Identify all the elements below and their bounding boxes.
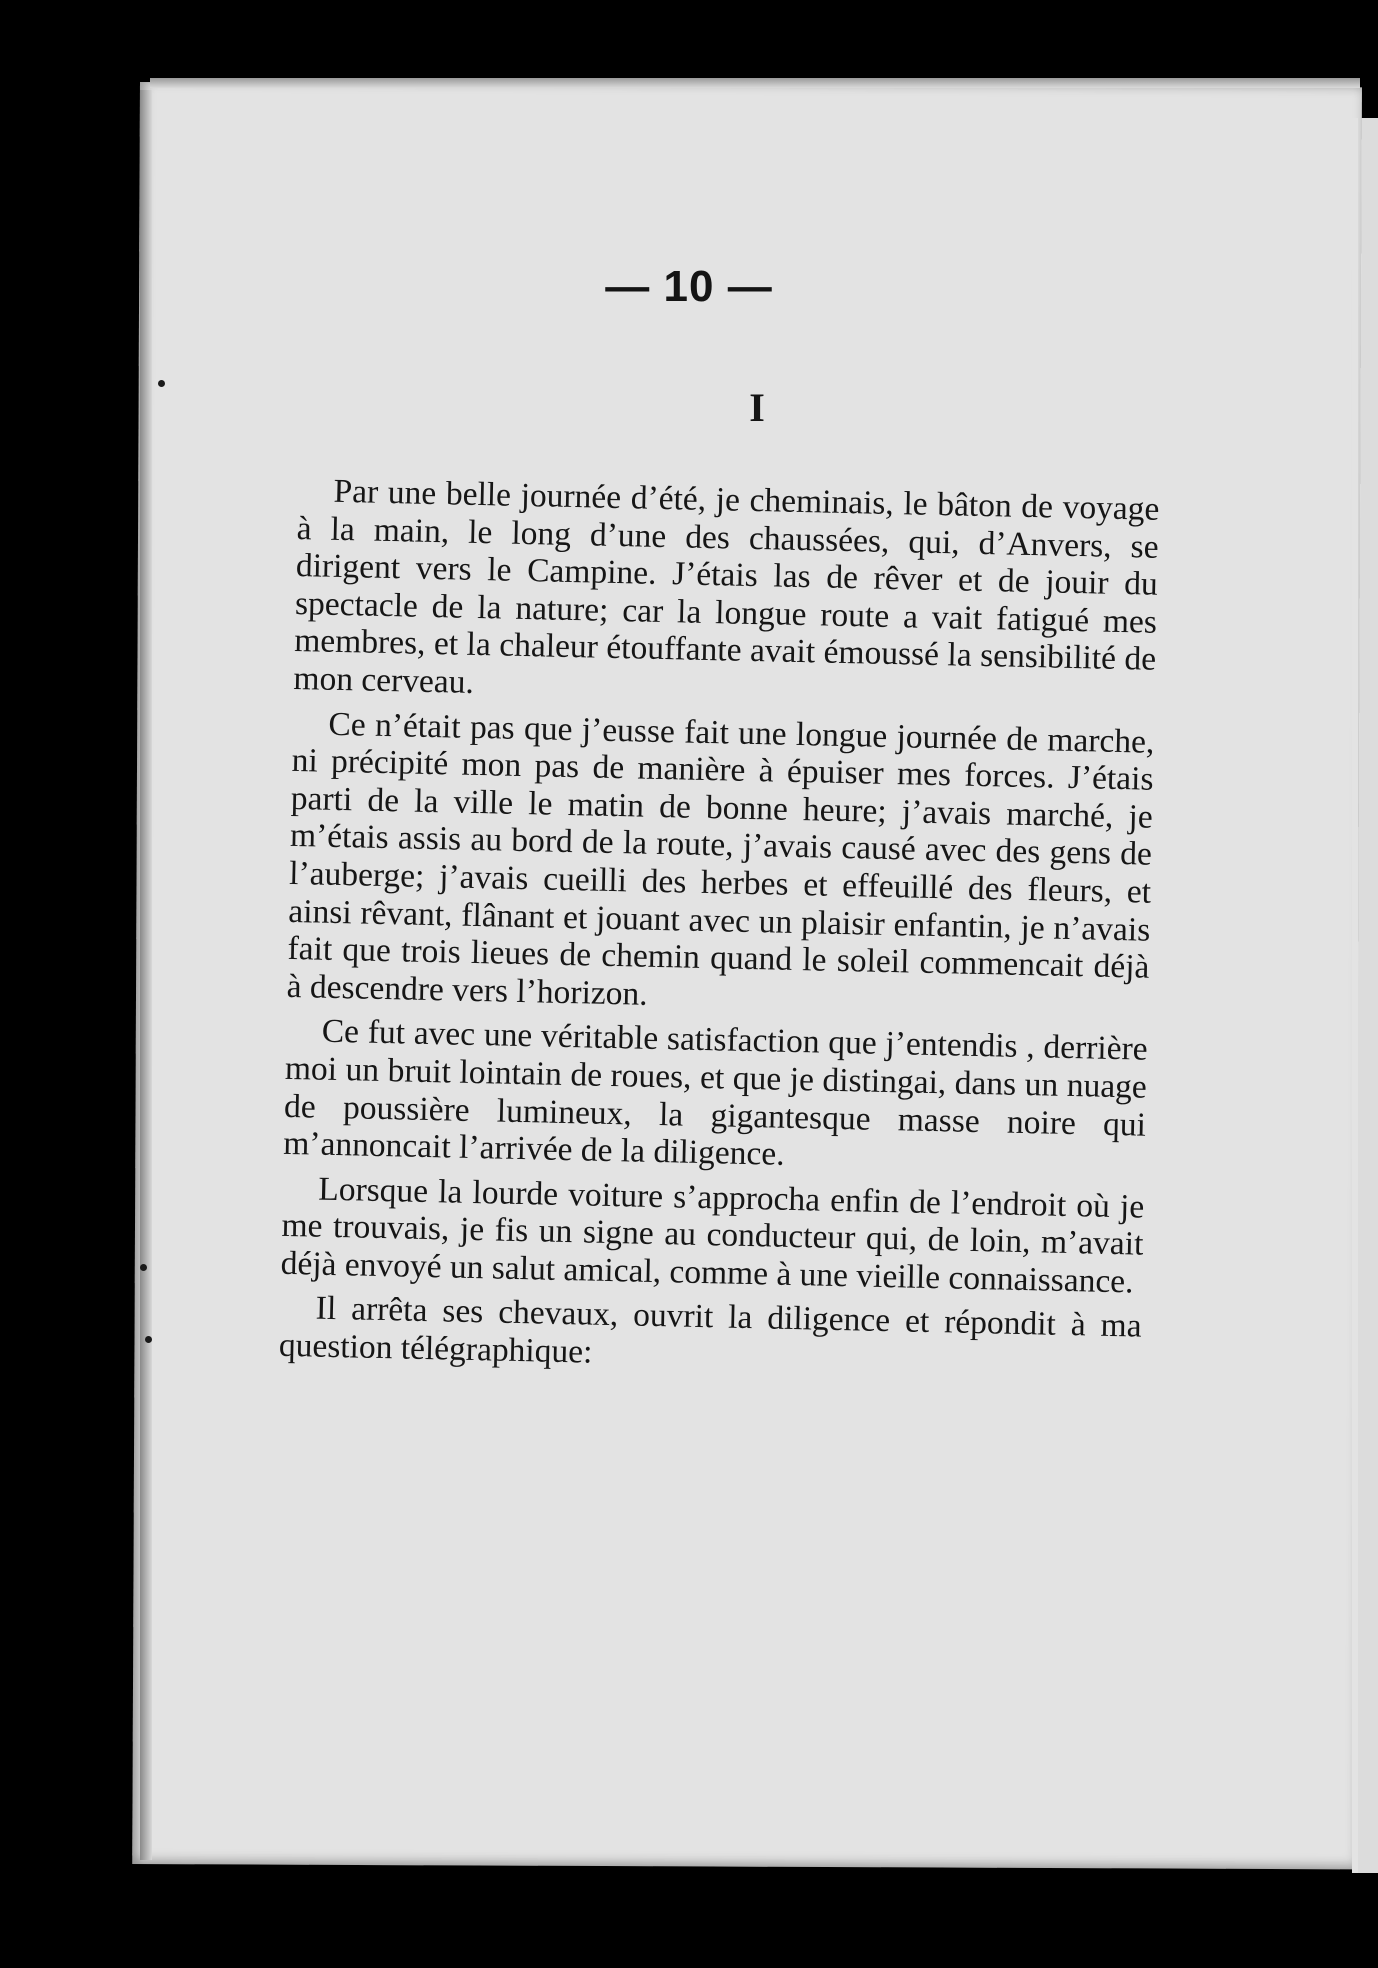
paragraph: Ce n’était pas que j’eusse fait une longue journée de marche, ni précipité mon pas de manière à épuiser mes forces. J’étais parti de la ville le matin de bonne heure; j’avais marché, je m’étais assis au bord de la route, j’avais causé avec des gens de l’auberge; j’avais cueilli des herbes et effeuillé des fleurs, et ainsi rêvant, flânant et jouant avec un plaisir enfantin, je n’avais fait que trois lieues de chemin quand le soleil commencait déjà à descendre vers l’horizon. <box>286 705 1155 1013</box>
paragraph: Il arrêta ses chevaux, ouvrit la diligence et répondit à ma question télégraphique: <box>278 1290 1142 1371</box>
speck <box>145 1336 152 1343</box>
paragraph: Lorsque la lourde voiture s’approcha enfin de l’endroit où je me trouvais, je fis un signe au conducteur qui, de loin, m’avait déjà envoyé un salut amical, comme à une vieille connaissance. <box>280 1170 1145 1301</box>
page-number: — 10 — <box>605 262 773 311</box>
next-page-edge <box>1358 118 1378 1873</box>
page-gutter <box>1352 118 1358 1873</box>
page-top-edge <box>150 78 1360 88</box>
paragraph: Ce fut avec une véritable satisfaction que j’entendis , derrière moi un bruit lointain de roues, et que je distingai, dans un nuage de poussière lumineux, la gigantesque masse noire qui m’annoncait l’arrivée de la diligence. <box>282 1012 1149 1173</box>
body-text <box>278 472 1159 1390</box>
page-left-edge <box>140 90 152 1860</box>
paragraph: Par une belle journée d’été, je cheminais, le bâton de voyage à la main, le long d’une des chaussées, qui, d’Anvers, se dirigent vers le Campine. J’étais las de rêver et de jouir du spectacle de la nature; car la longue route a vait fatigué mes membres, et la chaleur étouffante avait émoussé la sensibilité de mon cerveau. <box>293 472 1160 701</box>
chapter-heading: I <box>749 385 765 430</box>
speck <box>140 1264 147 1271</box>
